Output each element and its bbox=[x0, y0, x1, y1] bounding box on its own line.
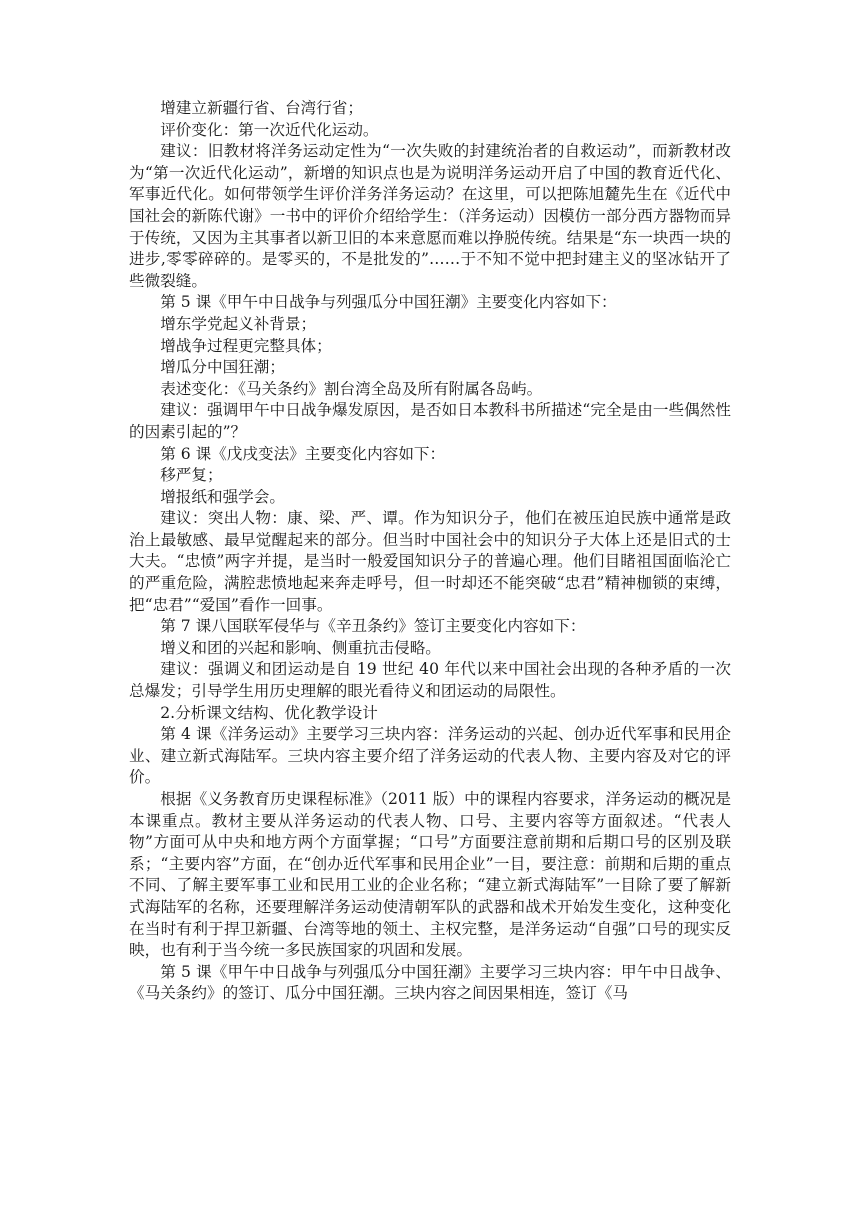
paragraph-donghak-background: 增东学党起义补背景； bbox=[160, 314, 317, 333]
paragraph-boxer-rise: 增义和团的兴起和影响、侧重抗击侵略。 bbox=[160, 638, 441, 657]
paragraph-evaluation-change: 评价变化：第一次近代化运动。 bbox=[160, 120, 379, 139]
paragraph-lesson4-structure: 第 4 课《洋务运动》主要学习三块内容：洋务运动的兴起、创办近代军事和民用企业、建立新式海陆军。三块内容主要介绍了洋务运动的代表人物、主要内容及对它的评价。 bbox=[129, 725, 731, 787]
paragraph-lesson5-structure: 第 5 课《甲午中日战争与列强瓜分中国狂潮》主要学习三块内容：甲午中日战争、《马关条约》的签订、瓜分中国狂潮。三块内容之间因果相连，签订《马 bbox=[129, 962, 731, 1003]
paragraph-curriculum-standard: 根据《义务教育历史课程标准》（2011 版）中的课程内容要求，洋务运动的概况是本课重点。教材主要从洋务运动的代表人物、口号、主要内容等方面叙述。“代表人物”方面可从中央和地方两个方面掌握；“口号”方面要注意前期和后期口号的区别及联系；“主要内容”方面，在“创办近代军事和民用企业”一目，要注意：前期和后期的重点不同、了解主要军事工业和民用工业的企业名称；“建立新式海陆军”一目除了要了解新式海陆军的名称，还要理解洋务运动使清朝军队的武器和战术开始发生变化，这种变化在当时有利于捍卫新疆、台湾等地的领土、主权完整，是洋务运动“自强”口号的现实反映，也有利于当今统一多民族国家的巩固和发展。 bbox=[129, 790, 731, 960]
paragraph-lesson7-heading: 第 7 课八国联军侵华与《辛丑条约》签订主要变化内容如下： bbox=[160, 617, 586, 636]
paragraph-partition-china: 增瓜分中国狂潮； bbox=[160, 358, 285, 377]
paragraph-lesson5-heading: 第 5 课《甲午中日战争与列强瓜分中国狂潮》主要变化内容如下： bbox=[160, 293, 617, 312]
paragraph-newspapers: 增报纸和强学会。 bbox=[160, 487, 285, 506]
paragraph-suggestion-boxer: 建议：强调义和团运动是自 19 世纪 40 年代以来中国社会出现的各种矛盾的一次总爆发；引导学生用历史理解的眼光看待义和团运动的局限性。 bbox=[129, 660, 731, 701]
paragraph-move-yan-fu: 移严复； bbox=[160, 466, 223, 485]
paragraph-suggestion-war-causes: 建议：强调甲午中日战争爆发原因，是否如日本教科书所描述“完全是由一些偶然性的因素引起的”？ bbox=[129, 401, 731, 441]
paragraph-treaty-shimonoseki: 表述变化：《马关条约》割台湾全岛及所有附属各岛屿。 bbox=[160, 379, 543, 398]
paragraph-suggestion-reformers: 建议：突出人物：康、梁、严、谭。作为知识分子，他们在被压迫民族中通常是政治上最敏感、最早觉醒起来的部分。但当时中国社会中的知识分子大体上还是旧式的士大夫。“忠愤”两字并提，是当时一般爱国知识分子的普遍心理。他们目睹祖国面临沦亡的严重危险，满腔悲愤地起来奔走呼号，但一时却还不能突破“忠君”精神枷锁的束缚，把“忠君”“爱国”看作一回事。 bbox=[129, 509, 731, 614]
paragraph-xinjiang-taiwan: 增建立新疆行省、台湾行省； bbox=[160, 99, 363, 117]
paragraph-section2-heading: 2.分析课文结构、优化教学设计 bbox=[160, 703, 378, 722]
paragraph-lesson6-heading: 第 6 课《戊戌变法》主要变化内容如下： bbox=[160, 444, 446, 463]
paragraph-war-process: 增战争过程更完整具体； bbox=[160, 336, 332, 355]
body-text bbox=[129, 98, 731, 1005]
paragraph-suggestion-westernization: 建议：旧教材将洋务运动定性为“一次失败的封建统治者的自救运动”，而新教材改为“第一次近代化运动”，新增的知识点也是为说明洋务运动开启了中国的教育近代化、军事近代化。如何带领学生评价洋务洋务运动？在这里，可以把陈旭麓先生在《近代中国社会的新陈代谢》一书中的评价介绍给学生：（洋务运动）因模仿一部分西方器物而异于传统，又因为主其事者以新卫旧的本来意愿而难以挣脱传统。结果是“东一块西一块的进步,零零碎碎的。是零买的，不是批发的”……于不知不觉中把封建主义的坚冰钻开了些微裂缝。 bbox=[129, 142, 731, 290]
